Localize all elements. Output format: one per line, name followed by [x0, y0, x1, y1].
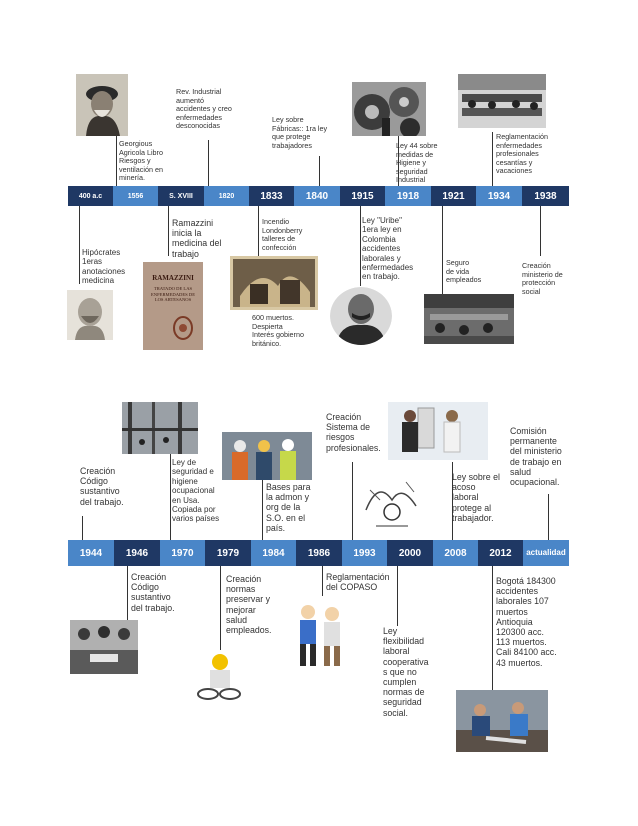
year-s-xviii: S. XVIII	[158, 186, 204, 206]
event-flexibilidad: Ley flexibilidad laboral cooperativa s que no cumplen normas de seguridad social.	[383, 626, 429, 718]
event-codigo-sustantivo-bottom: Creación Código sustantivo del trabajo.	[131, 572, 175, 613]
year-400ac: 400 a.c	[68, 186, 113, 206]
connector-1993	[352, 462, 353, 540]
year-2000: 2000	[387, 540, 433, 566]
event-estadisticas-2012: Bogotá 184300 accidentes laborales 107 muertos Antioquia 120300 acc. 113 muertos. Cali 84100 acc. 43 muertos.	[496, 576, 557, 668]
book-author: RAMAZZINI	[152, 274, 194, 282]
fire-painting-image	[230, 256, 318, 310]
connector-sxviii	[168, 206, 169, 256]
agricola-portrait-image	[76, 74, 128, 136]
year-1993: 1993	[342, 540, 387, 566]
year-1820: 1820	[204, 186, 249, 206]
event-seguro-vida: Seguro de vida empleados	[446, 258, 482, 285]
year-1944: 1944	[68, 540, 114, 566]
connector-1820	[208, 140, 209, 186]
harassment-image	[388, 402, 488, 460]
year-1918: 1918	[385, 186, 431, 206]
event-ley-usa: Ley de seguridad e higiene ocupacional en Usa. Copiada por varios países	[172, 458, 220, 524]
event-rev-industrial: Rev. Industrial aumentó accidentes y creo enfermedades desconocidas	[176, 87, 232, 131]
signing-ceremony-image	[70, 620, 138, 674]
factory-workers-image	[458, 74, 546, 128]
year-1840: 1840	[294, 186, 340, 206]
year-1556: 1556	[113, 186, 158, 206]
event-ley-uribe: Ley "Uribe" 1era ley en Colombia accidentes laborales y enfermedades en trabajo.	[362, 216, 414, 282]
worker-cartoon-image	[192, 650, 246, 702]
event-ley-44: Ley 44 sobre medidas de Higiene y seguridad Industrial	[396, 141, 438, 185]
year-1970: 1970	[160, 540, 205, 566]
connector-1944	[82, 516, 83, 540]
risk-sketch-image	[356, 470, 428, 536]
connector-1556	[116, 134, 117, 186]
event-comision: Comisión permanente del ministerio de trabajo en salud ocupacional.	[510, 426, 562, 488]
workers-room-image	[424, 294, 514, 344]
year-1921: 1921	[431, 186, 476, 206]
connector-1938	[540, 206, 541, 256]
event-copaso: Reglamentación del COPASO	[326, 572, 390, 593]
hipocrates-bust-image	[67, 290, 113, 340]
connector-1915	[360, 206, 361, 286]
event-acoso-laboral: Ley sobre el acoso laboral protege al trabajador.	[452, 472, 500, 523]
event-sistema-riesgos: Creación Sistema de riesgos profesionales.	[326, 412, 381, 453]
event-codigo-sustantivo-top: Creación Código sustantivo del trabajo.	[80, 466, 124, 507]
hardhat-workers-image	[222, 432, 312, 480]
year-1946: 1946	[114, 540, 160, 566]
year-2012: 2012	[478, 540, 523, 566]
event-georgius: Georgious Agricola Libro Riesgos y ventilación en minería.	[119, 139, 163, 183]
accident-victims-image	[456, 690, 548, 752]
year-actualidad: actualidad	[523, 540, 569, 566]
event-bases-admon: Bases para la admon y org de la S.O. en el país.	[266, 482, 311, 533]
connector-1921	[442, 206, 443, 294]
year-1984: 1984	[251, 540, 296, 566]
uribe-portrait-image	[330, 287, 392, 345]
book-title: TRATADO DE LAS ENFERMEDADES DE LOS ARTESANOS	[150, 286, 196, 303]
two-men-cartoon-image	[290, 600, 352, 670]
year-1934: 1934	[476, 186, 522, 206]
event-creacion-ministerio: Creación ministerio de protección social	[522, 261, 563, 296]
connector-1979	[220, 566, 221, 654]
connector-2012	[492, 566, 493, 694]
connector-1946	[127, 566, 128, 620]
connector-1934	[492, 132, 493, 186]
gears-image	[352, 82, 426, 136]
connector-1970	[170, 452, 171, 540]
year-1938: 1938	[522, 186, 569, 206]
timeline-bar-1	[68, 186, 569, 206]
timeline-bar-2	[68, 540, 569, 566]
year-2008: 2008	[433, 540, 478, 566]
event-normas-1979: Creación normas preservar y mejorar salud empleados.	[226, 574, 272, 636]
year-1979: 1979	[205, 540, 251, 566]
connector-actualidad	[548, 494, 549, 540]
ramazzini-book-image	[143, 262, 203, 350]
event-reglamentacion: Reglamentación enfermedades profesionales cesantías y vacaciones	[496, 132, 548, 176]
connector-1840	[319, 156, 320, 186]
connector-1984	[262, 480, 263, 540]
connector-2000	[397, 566, 398, 626]
connector-1986	[322, 566, 323, 596]
event-incendio: Incendio Londonberry talleres de confección	[262, 217, 303, 252]
year-1986: 1986	[296, 540, 342, 566]
event-ley-fabricas: Ley sobre Fábricas:: 1ra ley que protege trabajadores	[272, 115, 328, 150]
event-hipocrates: Hipócrates 1eras anotaciones medicina	[82, 248, 126, 286]
construction-workers-image	[122, 402, 198, 454]
connector-1833	[258, 206, 259, 256]
event-ramazzini: Ramazzini inicia la medicina del trabajo	[172, 218, 222, 259]
year-1915: 1915	[340, 186, 385, 206]
event-600-muertos: 600 muertos. Despierta Interés gobierno británico.	[252, 313, 304, 348]
connector-400ac	[79, 206, 80, 284]
year-1833: 1833	[249, 186, 294, 206]
